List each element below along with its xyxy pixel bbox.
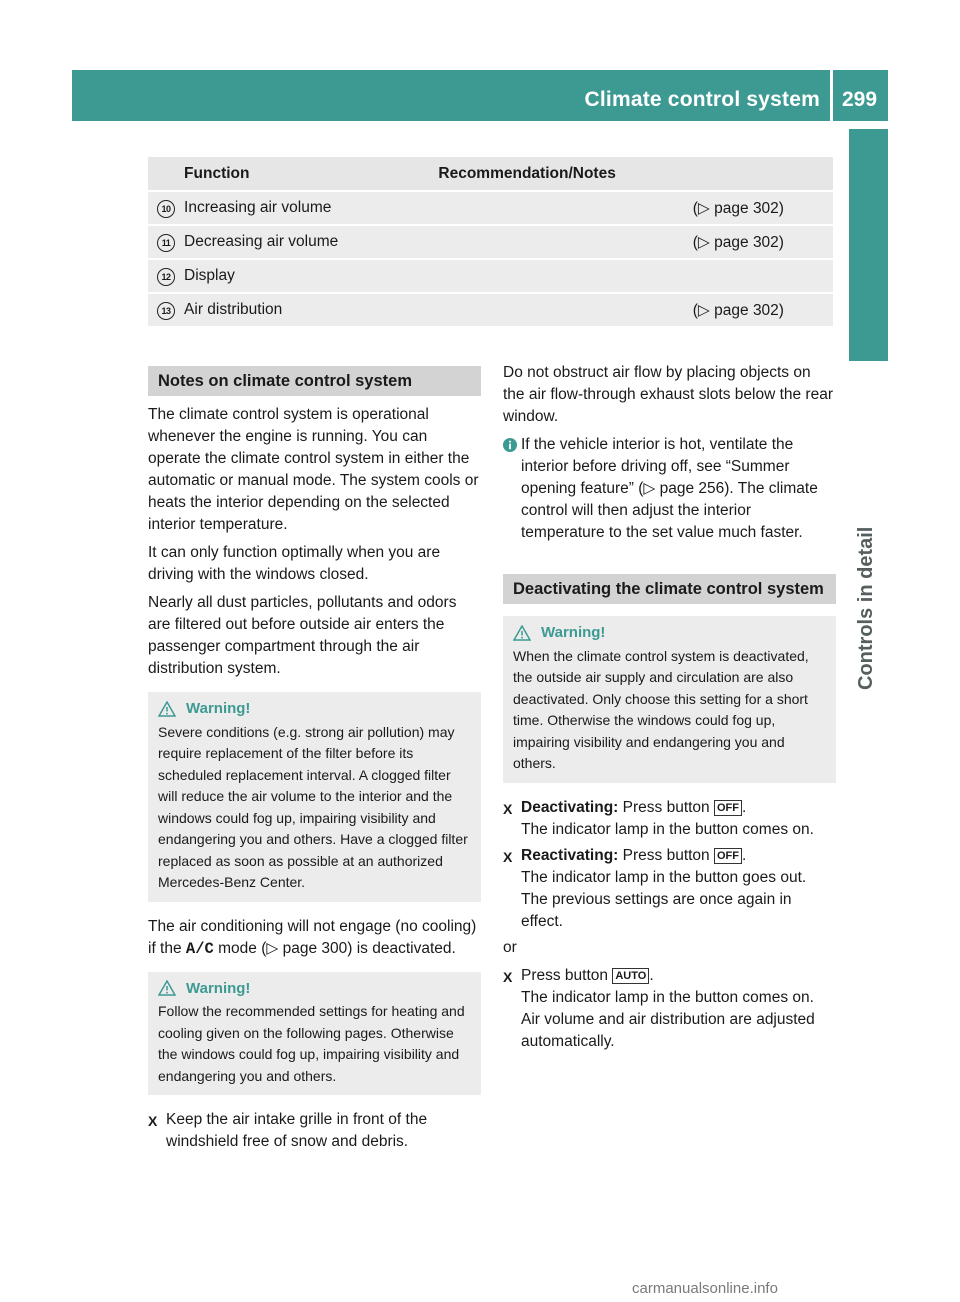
instruction-step: X Keep the air intake grille in front of the windshield free of snow and debris. [148,1109,481,1153]
left-column [148,366,481,1157]
function-cell: Display [184,260,438,292]
header-separator [830,70,833,121]
warning-triangle-icon [513,625,531,641]
page-ref[interactable]: (▷ page 302) [693,226,833,258]
table-row [148,260,833,292]
step-arrow-icon: X [503,800,513,817]
right-column [503,362,836,1057]
instruction-step: X Press button AUTO . The indicator lamp in the button comes on. Air volume and air distribution are adjusted automatically. [503,965,836,1053]
function-cell: Decreasing air volume [184,226,438,258]
page-number: 299 [842,88,878,111]
table-header-row [148,157,833,190]
paragraph: The air conditioning will not engage (no cooling) if the A/C mode (▷ page 300) is deactivated. [148,917,477,958]
step-arrow-icon: X [503,968,513,985]
info-note: If the vehicle interior is hot, ventilate the interior before driving off, see “Summer opening feature” (▷ page 256). The climate control will then adjust the interior temperature to the set value much faster. [503,434,836,544]
warning-title: Warning! [158,698,471,720]
step-arrow-icon: X [503,848,513,865]
side-tab [849,129,888,361]
page-title: Climate control system [584,88,820,111]
page-ref[interactable]: (▷ page 302) [693,294,833,326]
table-row [148,294,833,326]
paragraph: The climate control system is operational whenever the engine is running. You can operate the climate control system in either the automatic or manual mode. The system cools or heats the interior depending on the selected interior temperature. [148,406,479,533]
or-text: or [503,938,517,956]
item-number-badge: 11 [157,234,175,252]
instruction-step: X Deactivating: Press button OFF . The indicator lamp in the button comes on. [503,797,836,841]
off-button-glyph: OFF [714,848,742,864]
item-number-badge: 10 [157,200,175,218]
off-button-glyph: OFF [714,800,742,816]
section-heading: Deactivating the climate control system [503,574,836,604]
section-heading: Notes on climate control system [148,366,481,396]
warning-box [503,616,836,783]
warning-triangle-icon [158,980,176,996]
warning-triangle-icon [158,701,176,717]
function-cell: Air distribution [184,294,438,326]
table-row [148,226,833,258]
page-ref[interactable]: (▷ page 302) [693,192,833,224]
header-function: Function [184,157,438,190]
info-icon [503,438,517,452]
function-cell: Increasing air volume [184,192,438,224]
page-ref [693,260,833,292]
paragraph: It can only function optimally when you are driving with the windows closed. [148,544,441,583]
instruction-step: X Reactivating: Press button OFF . The indicator lamp in the button goes out. The previous settings are once again in effect. [503,845,836,933]
item-number-badge: 12 [157,268,175,286]
watermark: carmanualsonline.info [632,1280,778,1297]
auto-button-glyph: AUTO [612,968,649,984]
header-recommendation: Recommendation/Notes [438,157,692,190]
warning-box [148,972,481,1096]
ac-label: A/C [185,939,214,958]
paragraph: Do not obstruct air flow by placing objects on the air flow-through exhaust slots below the rear window. [503,364,833,425]
function-table [148,155,833,328]
warning-text: Follow the recommended settings for heating and cooling given on the following pages. Otherwise the windows could fog up, impairing visibility and endangering you and others. [158,1003,465,1084]
side-tab-label: Controls in detail [855,526,877,690]
paragraph: Nearly all dust particles, pollutants and odors are filtered out before outside air enters the passenger compartment through the air distribution system. [148,594,457,677]
table-row [148,192,833,224]
step-arrow-icon: X [148,1113,158,1129]
warning-text: When the climate control system is deactivated, the outside air supply and circulation are also deactivated. Only choose this setting for a short time. Otherwise the windows could fog up, impairing visibility and endangering you and others. [513,647,809,771]
item-number-badge: 13 [157,302,175,320]
warning-title: Warning! [513,622,826,644]
warning-text: Severe conditions (e.g. strong air pollution) may require replacement of the filter before its scheduled replacement interval. A clogged filter will reduce the air volume to the interior and the windows could fog up, impairing visibility and endangering you and others. Have a clogged filter replaced as soon as possible at an authorized Mercedes-Benz Center. [158,723,468,890]
warning-title: Warning! [158,978,471,1000]
warning-box [148,692,481,902]
